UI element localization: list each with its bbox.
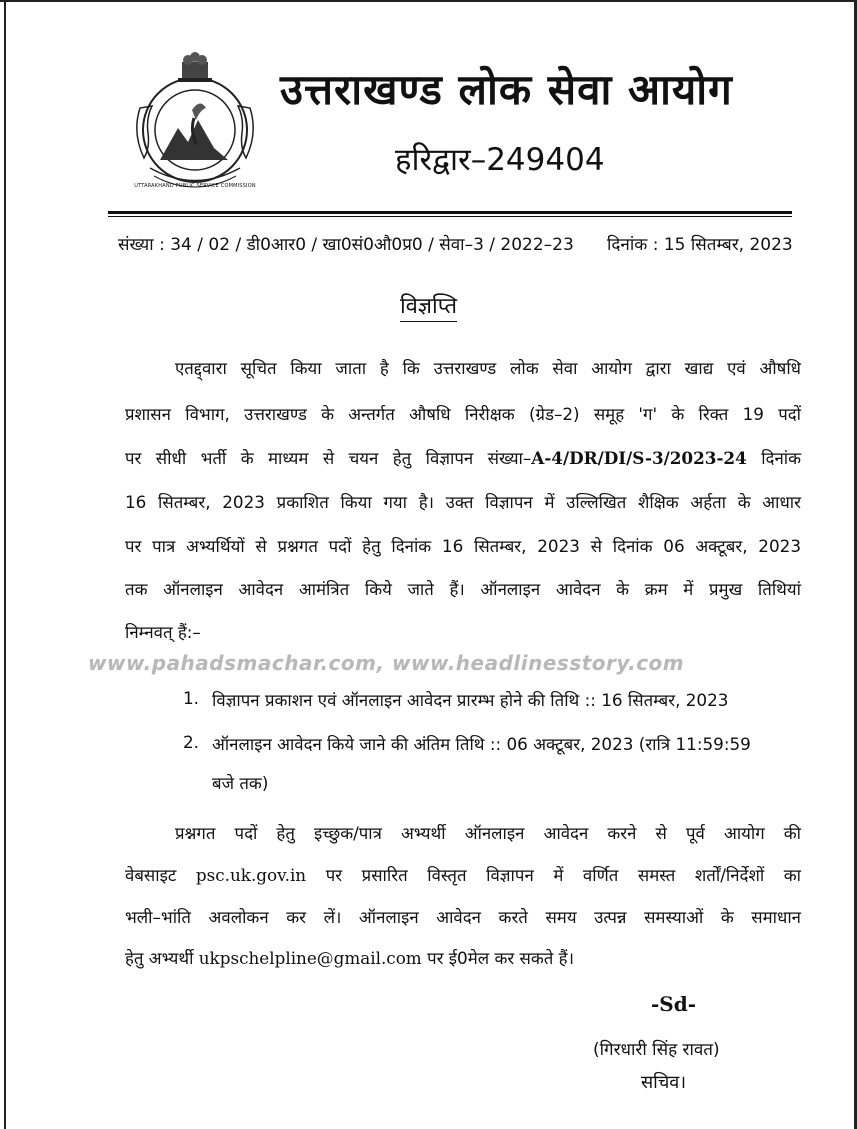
organization-city: हरिद्वार–249404 <box>395 142 605 178</box>
organization-title: उत्तराखण्ड लोक सेवा आयोग <box>280 65 733 114</box>
body-line-3-pre: पर सीधी भर्ती के माध्यम से चयन हेतु विज्ञापन संख्या– <box>125 448 532 468</box>
header-divider-thick <box>108 211 792 214</box>
instruction-line-3: भली–भांति अवलोकन कर लें। ऑनलाइन आवेदन करते समय उत्पन्न समस्याओं के समाधान <box>125 907 801 927</box>
body-line-2: प्रशासन विभाग, उत्तराखण्ड के अन्तर्गत औषधि निरीक्षक (ग्रेड–2) समूह 'ग' के रिक्त 19 पदों <box>125 404 801 424</box>
notice-heading <box>0 290 857 320</box>
helpline-email-link[interactable]: ukpschelpline@gmail.com <box>198 948 422 968</box>
notice-heading-text: विज्ञप्ति <box>400 294 457 322</box>
instruction-line-2-post: पर प्रसारित विस्तृत विज्ञापन में वर्णित समस्त शर्तों/निर्देशों का <box>306 865 801 885</box>
website-link[interactable]: psc.uk.gov.in <box>195 865 307 885</box>
website-watermark: www.pahadsmachar.com, www.headlinesstory.com <box>88 651 685 675</box>
instruction-line-1: प्रश्नगत पदों हेतु इच्छुक/पात्र अभ्यर्थी ऑनलाइन आवेदन करने से पूर्व आयोग की <box>175 823 801 843</box>
reference-number: संख्या : 34 / 02 / डी0आर0 / खा0सं0औ0प्र0 / सेवा–3 / 2022–23 <box>118 235 574 255</box>
body-line-6: तक ऑनलाइन आवेदन आमंत्रित किये जाते हैं। ऑनलाइन आवेदन के क्रम में प्रमुख तिथियां <box>125 579 801 599</box>
body-line-5: पर पात्र अभ्यर्थियों से प्रश्नगत पदों हेतु दिनांक 16 सितम्बर, 2023 से दिनांक 06 अक्टूबर, 2023 <box>125 536 801 556</box>
page-border-top <box>0 0 857 2</box>
logo-caption: UTTARAKHAND PUBLIC SERVICE COMMISSION <box>134 183 256 189</box>
list-item-number: 1. <box>183 688 200 708</box>
instruction-line-4 <box>125 946 801 969</box>
body-line-3 <box>125 446 801 469</box>
signatory-name: (गिरधारी सिंह रावत) <box>593 1040 720 1060</box>
body-line-7: निम्नवत् हैं:– <box>125 622 201 642</box>
list-item: विज्ञापन प्रकाशन एवं ऑनलाइन आवेदन प्रारम्भ होने की तिथि :: 16 सितम्बर, 2023 <box>212 690 729 710</box>
body-line-4: 16 सितम्बर, 2023 प्रकाशित किया गया है। उक्त विज्ञापन में उल्लिखित शैक्षिक अर्हता के आधार <box>125 492 801 512</box>
instruction-line-4-post: पर ई0मेल कर सकते हैं। <box>421 948 574 968</box>
body-line-3-post: दिनांक <box>746 448 801 468</box>
list-item-continuation: बजे तक) <box>212 773 269 793</box>
body-line-1: एतद्द्वारा सूचित किया जाता है कि उत्तराखण्ड लोक सेवा आयोग द्वारा खाद्य एवं औषधि <box>175 358 801 378</box>
commission-emblem-logo <box>130 48 260 198</box>
header-divider-thin <box>108 216 792 217</box>
instruction-line-4-pre: हेतु अभ्यर्थी <box>125 948 199 968</box>
signature-sd: -Sd- <box>651 992 697 1016</box>
instruction-line-2 <box>125 863 801 886</box>
page-border-left <box>4 0 6 1129</box>
signatory-designation: सचिव। <box>641 1072 687 1093</box>
list-item-number: 2. <box>183 732 200 752</box>
notice-date: दिनांक : 15 सितम्बर, 2023 <box>607 235 793 255</box>
list-item: ऑनलाइन आवेदन किये जाने की अंतिम तिथि :: 06 अक्टूबर, 2023 (रात्रि 11:59:59 <box>212 734 751 754</box>
instruction-line-2-pre: वेबसाइट <box>125 865 196 885</box>
advertisement-number: A-4/DR/DI/S-3/2023-24 <box>531 448 747 468</box>
